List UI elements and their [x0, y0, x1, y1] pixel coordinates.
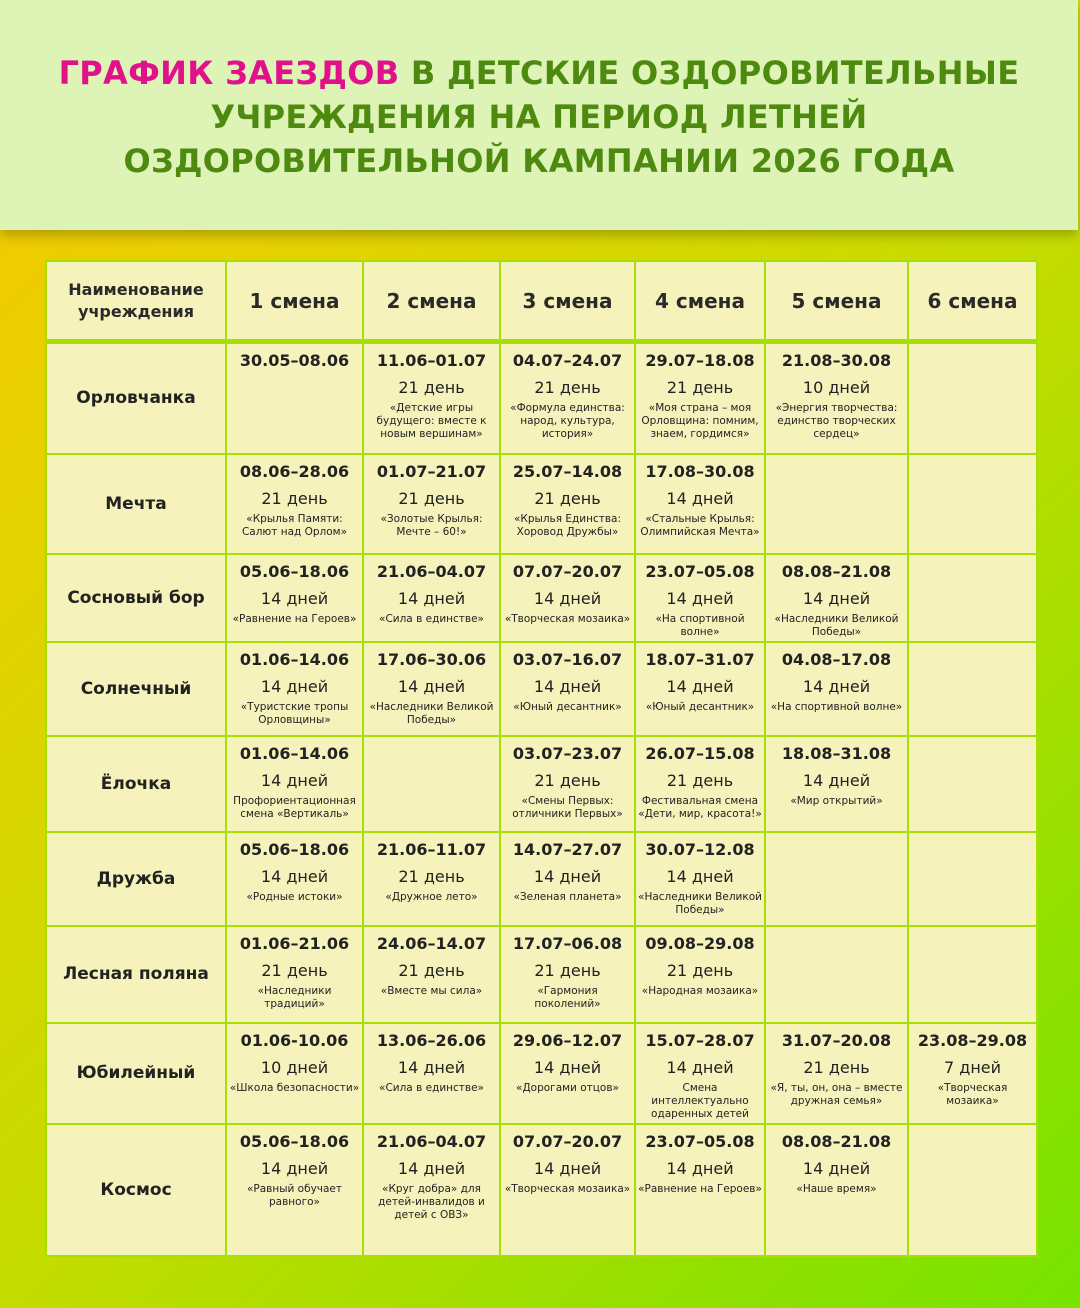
shift-theme: «Мир открытий» — [790, 794, 883, 807]
shift-cell — [226, 454, 363, 554]
shift-cell-content — [766, 344, 907, 443]
shift-dates: 21.06–04.07 — [376, 1131, 487, 1151]
shift-cell-content — [364, 555, 499, 628]
shift-duration: 10 дней — [260, 1057, 329, 1077]
shift-dates: 04.08–17.08 — [781, 649, 892, 669]
shift-theme: «Детские игры будущего: вместе к новым вершинам» — [376, 402, 487, 440]
institution-name: Юбилейный — [46, 1023, 226, 1124]
table-row — [46, 554, 1037, 642]
shift-cell-content — [227, 927, 362, 1013]
shift-cell — [765, 454, 908, 554]
shift-theme: Фестивальная смена «Дети, мир, красота!» — [638, 794, 762, 820]
table-row — [46, 642, 1037, 736]
shift-cell — [765, 926, 908, 1023]
shift-cell — [363, 1023, 500, 1124]
shift-duration: 14 дней — [397, 676, 466, 696]
shift-cell-content — [636, 643, 764, 716]
shift-cell — [765, 342, 908, 454]
shift-dates: 07.07–20.07 — [512, 561, 623, 581]
shift-cell-content — [636, 1024, 764, 1123]
shift-duration: 21 день — [666, 378, 734, 397]
shift-cell-content — [636, 927, 764, 1000]
shift-cell — [635, 454, 765, 554]
shift-cell — [765, 642, 908, 736]
shift-theme: «Гармония поколений» — [534, 984, 601, 1010]
shift-cell-content — [501, 555, 634, 628]
shift-cell — [363, 342, 500, 454]
page-title — [59, 47, 1020, 183]
shift-dates: 01.07–21.07 — [376, 461, 487, 481]
shift-duration: 14 дней — [397, 1057, 466, 1077]
shift-cell — [500, 1124, 635, 1256]
shift-theme: «На спортивной волне» — [770, 700, 903, 713]
shift-duration: 14 дней — [666, 1158, 734, 1178]
title-banner — [0, 0, 1078, 230]
shift-dates: 03.07–23.07 — [512, 743, 623, 763]
shift-cell-content — [909, 927, 1036, 935]
shift-theme: «Наследники Великой Победы» — [774, 612, 899, 638]
shift-duration: 14 дней — [802, 588, 871, 608]
shift-cell — [500, 642, 635, 736]
shift-cell — [500, 1023, 635, 1124]
shift-theme: «Крылья Единства: Хоровод Дружбы» — [513, 512, 622, 538]
shift-cell — [363, 642, 500, 736]
table-row — [46, 1023, 1037, 1124]
shift-cell-content — [909, 1024, 1036, 1110]
shift-dates: 21.06–04.07 — [376, 561, 487, 581]
shift-dates: 08.08–21.08 — [781, 1131, 892, 1151]
shift-dates: 04.07–24.07 — [512, 351, 623, 370]
shift-theme: «Формула единства: народ, культура, история» — [510, 402, 625, 440]
shift-theme: «Вместе мы сила» — [380, 984, 483, 997]
shift-dates: 30.05–08.06 — [239, 351, 350, 370]
shift-theme: «Равнение на Героев» — [638, 1182, 762, 1195]
institution-name: Космос — [46, 1124, 226, 1256]
title-line2: УЧРЕЖДЕНИЯ НА ПЕРИОД ЛЕТНЕЙ — [210, 98, 868, 136]
shift-theme: «Равнение на Героев» — [232, 612, 357, 625]
shift-dates: 08.06–28.06 — [239, 461, 350, 481]
shift-cell-content — [364, 737, 499, 745]
shift-cell — [226, 832, 363, 926]
shift-dates: 23.07–05.08 — [645, 1131, 755, 1151]
shift-cell — [908, 454, 1037, 554]
shift-cell — [226, 342, 363, 454]
shift-theme: «Школа безопасности» — [229, 1081, 360, 1094]
shift-duration: 14 дней — [666, 866, 734, 886]
shift-theme: Профориентационная смена «Вертикаль» — [233, 794, 356, 820]
shift-cell — [226, 736, 363, 832]
table-body — [46, 342, 1037, 1256]
shift-theme: «Зеленая планета» — [513, 890, 622, 903]
shift-cell — [363, 1124, 500, 1256]
shift-cell-content — [766, 455, 907, 463]
shift-cell — [765, 554, 908, 642]
column-header-shift-3: 3 смена — [500, 261, 635, 342]
shift-duration: 14 дней — [666, 1057, 734, 1077]
shift-cell — [635, 832, 765, 926]
shift-dates: 01.06–14.06 — [239, 649, 350, 669]
shift-theme: «Смены Первых: отличники Первых» — [512, 794, 623, 820]
shift-duration: 14 дней — [260, 1158, 329, 1178]
shift-duration: 21 день — [398, 960, 465, 980]
shift-cell — [908, 554, 1037, 642]
institution-name: Мечта — [46, 454, 226, 554]
shift-cell-content — [636, 344, 764, 443]
shift-cell-content — [766, 833, 907, 841]
shift-dates: 17.07–06.08 — [512, 933, 623, 953]
institution-name: Солнечный — [46, 642, 226, 736]
shift-cell-content — [364, 455, 499, 541]
institution-name: Орловчанка — [46, 342, 226, 454]
shift-theme: «Наше время» — [796, 1182, 877, 1195]
shift-cell-content — [909, 1125, 1036, 1133]
column-header-institution: Наименование учреждения — [46, 261, 226, 342]
shift-theme: «Крылья Памяти: Салют над Орлом» — [241, 512, 348, 538]
shift-cell-content — [227, 737, 362, 823]
shift-theme: «Сила в единстве» — [379, 612, 484, 625]
shift-cell — [363, 926, 500, 1023]
shift-cell — [765, 832, 908, 926]
column-header-shift-1: 1 смена — [226, 261, 363, 342]
shift-dates: 09.08–29.08 — [645, 933, 755, 953]
institution-name: Сосновый бор — [46, 554, 226, 642]
shift-cell-content — [227, 344, 362, 380]
shift-theme: «Круг добра» для детей-инвалидов и детей с ОВЗ» — [378, 1182, 485, 1221]
shift-cell-content — [227, 833, 362, 906]
shift-theme: «Стальные Крылья: Олимпийская Мечта» — [640, 512, 760, 538]
shift-cell-content — [766, 555, 907, 641]
institution-name: Дружба — [46, 832, 226, 926]
shift-dates: 15.07–28.07 — [645, 1030, 755, 1050]
shift-cell-content — [636, 737, 764, 823]
institution-name: Ёлочка — [46, 736, 226, 832]
shift-theme: «Наследники традиций» — [257, 984, 332, 1010]
shift-duration: 21 день — [534, 488, 601, 508]
shift-theme: «Юный десантник» — [645, 700, 755, 713]
shift-cell-content — [501, 344, 634, 443]
shift-theme: «Юный десантник» — [513, 700, 622, 713]
shift-cell-content — [501, 643, 634, 716]
shift-cell-content — [909, 643, 1036, 651]
shift-cell-content — [227, 1024, 362, 1097]
shift-cell-content — [501, 1024, 634, 1097]
shift-cell — [908, 832, 1037, 926]
shift-cell — [500, 554, 635, 642]
shift-theme: «Золотые Крылья: Мечте – 60!» — [380, 512, 483, 538]
shift-dates: 05.06–18.06 — [239, 561, 350, 581]
title-line1-rest: В ДЕТСКИЕ ОЗДОРОВИТЕЛЬНЫЕ — [399, 54, 1020, 92]
shift-duration: 21 день — [261, 488, 328, 508]
shift-duration: 21 день — [666, 770, 734, 790]
shift-cell-content — [636, 555, 764, 641]
shift-dates: 07.07–20.07 — [512, 1131, 623, 1151]
shift-duration: 14 дней — [802, 676, 871, 696]
shift-theme: «На спортивной волне» — [655, 612, 745, 638]
shift-theme: «Равный обучает равного» — [246, 1182, 343, 1208]
shift-theme: «Дорогами отцов» — [516, 1081, 619, 1094]
column-header-shift-5: 5 смена — [765, 261, 908, 342]
shift-cell-content — [364, 344, 499, 443]
shift-cell — [908, 342, 1037, 454]
shift-cell-content — [766, 1024, 907, 1110]
shift-duration: 14 дней — [533, 1057, 602, 1077]
shift-duration: 21 день — [398, 866, 465, 886]
shift-duration: 14 дней — [533, 1158, 602, 1178]
shift-cell-content — [227, 1125, 362, 1211]
shift-theme: «Энергия творчества: единство творческих сердец» — [775, 402, 898, 440]
shift-cell-content — [636, 1125, 764, 1198]
shift-duration: 14 дней — [666, 588, 734, 608]
shift-dates: 23.08–29.08 — [917, 1030, 1028, 1050]
shift-cell — [226, 1124, 363, 1256]
shift-cell — [635, 342, 765, 454]
table-row — [46, 454, 1037, 554]
shift-theme: «Туристские тропы Орловщины» — [240, 700, 349, 726]
shift-theme: «Я, ты, он, она – вместе дружная семья» — [770, 1081, 903, 1107]
shift-duration: 21 день — [398, 378, 465, 397]
shift-cell-content — [501, 737, 634, 823]
shift-theme: «Народная мозаика» — [641, 984, 759, 997]
shift-dates: 23.07–05.08 — [645, 561, 755, 581]
shift-cell-content — [766, 927, 907, 935]
shift-duration: 14 дней — [397, 588, 466, 608]
shift-dates: 08.08–21.08 — [781, 561, 892, 581]
shift-duration: 14 дней — [666, 488, 734, 508]
shift-cell — [635, 554, 765, 642]
shift-duration: 21 день — [261, 960, 328, 980]
shift-duration: 14 дней — [260, 866, 329, 886]
shift-duration: 7 дней — [943, 1057, 1002, 1077]
shift-duration: 14 дней — [533, 588, 602, 608]
shift-cell — [908, 736, 1037, 832]
shift-cell-content — [501, 455, 634, 541]
shift-duration: 21 день — [534, 770, 601, 790]
shift-dates: 13.06–26.06 — [376, 1030, 487, 1050]
shift-dates: 21.08–30.08 — [781, 351, 892, 370]
shift-duration: 14 дней — [260, 588, 329, 608]
shift-cell — [226, 1023, 363, 1124]
shift-cell-content — [364, 1024, 499, 1097]
shift-duration: 14 дней — [533, 676, 602, 696]
title-accent: ГРАФИК ЗАЕЗДОВ — [58, 54, 400, 92]
shift-theme: «Наследники Великой Победы» — [369, 700, 494, 726]
shift-cell — [363, 454, 500, 554]
shift-dates: 11.06–01.07 — [376, 351, 487, 370]
title-line3: ОЗДОРОВИТЕЛЬНОЙ КАМПАНИИ 2026 ГОДА — [123, 142, 955, 180]
shift-duration: 14 дней — [397, 1158, 466, 1178]
shift-duration: 14 дней — [533, 866, 602, 886]
shift-cell-content — [909, 555, 1036, 563]
shift-cell — [226, 926, 363, 1023]
shift-dates: 05.06–18.06 — [239, 1131, 350, 1151]
shift-dates: 18.08–31.08 — [781, 743, 892, 763]
shift-dates: 01.06-10.06 — [240, 1030, 349, 1050]
shift-cell — [635, 926, 765, 1023]
shift-cell — [500, 342, 635, 454]
schedule-table — [45, 260, 1038, 1257]
shift-dates: 18.07–31.07 — [645, 649, 755, 669]
shift-cell-content — [766, 737, 907, 810]
shift-dates: 14.07–27.07 — [512, 839, 623, 859]
shift-cell — [765, 1023, 908, 1124]
shift-cell-content — [909, 833, 1036, 841]
shift-dates: 01.06–14.06 — [239, 743, 350, 763]
column-header-shift-4: 4 смена — [635, 261, 765, 342]
shift-dates: 17.06–30.06 — [376, 649, 487, 669]
table-row — [46, 832, 1037, 926]
shift-theme: «Родные истоки» — [246, 890, 343, 903]
shift-cell — [226, 554, 363, 642]
shift-cell-content — [636, 833, 764, 919]
shift-cell — [635, 1023, 765, 1124]
shift-cell-content — [364, 833, 499, 906]
shift-cell-content — [364, 643, 499, 729]
shift-dates: 01.06–21.06 — [239, 933, 350, 953]
shift-dates: 26.07–15.08 — [645, 743, 755, 763]
shift-theme: «Творческая мозаика» — [504, 1182, 631, 1195]
shift-cell-content — [227, 455, 362, 541]
shift-theme: «Дружное лето» — [385, 890, 478, 903]
shift-duration: 21 день — [534, 960, 601, 980]
shift-cell — [500, 454, 635, 554]
shift-cell-content — [766, 1125, 907, 1198]
column-header-shift-2: 2 смена — [363, 261, 500, 342]
shift-cell — [908, 1023, 1037, 1124]
column-header-shift-6: 6 смена — [908, 261, 1037, 342]
shift-duration: 14 дней — [260, 676, 329, 696]
shift-dates: 25.07–14.08 — [512, 461, 623, 481]
shift-dates: 24.06–14.07 — [376, 933, 487, 953]
shift-cell — [363, 554, 500, 642]
table-row — [46, 342, 1037, 454]
table-row — [46, 1124, 1037, 1256]
shift-dates: 30.07–12.08 — [645, 839, 755, 859]
shift-cell-content — [909, 344, 1036, 352]
shift-theme: «Творческая мозаика» — [504, 612, 631, 625]
schedule-table-wrap — [45, 260, 1036, 1257]
shift-cell-content — [501, 927, 634, 1013]
shift-dates: 17.08–30.08 — [645, 461, 755, 481]
shift-cell-content — [909, 455, 1036, 463]
table-header-row — [46, 261, 1037, 342]
shift-cell — [765, 1124, 908, 1256]
shift-cell — [635, 642, 765, 736]
shift-theme: Смена интеллектуально одаренных детей — [651, 1081, 749, 1120]
shift-duration: 14 дней — [260, 770, 329, 790]
shift-theme: «Сила в единстве» — [379, 1081, 484, 1094]
shift-dates: 05.06–18.06 — [239, 839, 350, 859]
shift-cell-content — [364, 1125, 499, 1224]
shift-duration: 14 дней — [666, 676, 734, 696]
shift-cell-content — [909, 737, 1036, 745]
shift-dates: 03.07–16.07 — [512, 649, 623, 669]
shift-cell — [363, 832, 500, 926]
shift-cell-content — [501, 833, 634, 906]
shift-dates: 29.06–12.07 — [512, 1030, 623, 1050]
shift-theme: «Моя страна – моя Орловщина: помним, знаем, гордимся» — [641, 402, 759, 440]
shift-cell-content — [636, 455, 764, 541]
shift-cell — [908, 926, 1037, 1023]
table-row — [46, 926, 1037, 1023]
shift-cell — [765, 736, 908, 832]
table-row — [46, 736, 1037, 832]
shift-duration: 14 дней — [802, 1158, 871, 1178]
shift-dates: 21.06–11.07 — [376, 839, 487, 859]
shift-cell-content — [501, 1125, 634, 1198]
shift-cell-content — [364, 927, 499, 1000]
shift-cell — [908, 642, 1037, 736]
shift-duration: 21 день — [534, 378, 601, 397]
shift-theme: «Наследники Великой Победы» — [638, 890, 762, 916]
shift-cell — [908, 1124, 1037, 1256]
shift-cell — [635, 736, 765, 832]
shift-cell — [226, 642, 363, 736]
shift-cell — [500, 736, 635, 832]
shift-duration: 14 дней — [802, 770, 871, 790]
shift-duration: 21 день — [803, 1057, 870, 1077]
shift-cell-content — [227, 643, 362, 729]
shift-cell — [500, 926, 635, 1023]
shift-cell-content — [766, 643, 907, 716]
shift-duration: 21 день — [666, 960, 734, 980]
shift-cell-content — [227, 555, 362, 628]
shift-cell — [363, 736, 500, 832]
shift-dates: 29.07–18.08 — [645, 351, 755, 370]
shift-cell — [500, 832, 635, 926]
institution-name: Лесная поляна — [46, 926, 226, 1023]
shift-theme: «Творческая мозаика» — [937, 1081, 1008, 1107]
shift-dates: 31.07–20.08 — [781, 1030, 892, 1050]
shift-duration: 21 день — [398, 488, 465, 508]
shift-cell — [635, 1124, 765, 1256]
shift-duration: 10 дней — [802, 378, 871, 397]
